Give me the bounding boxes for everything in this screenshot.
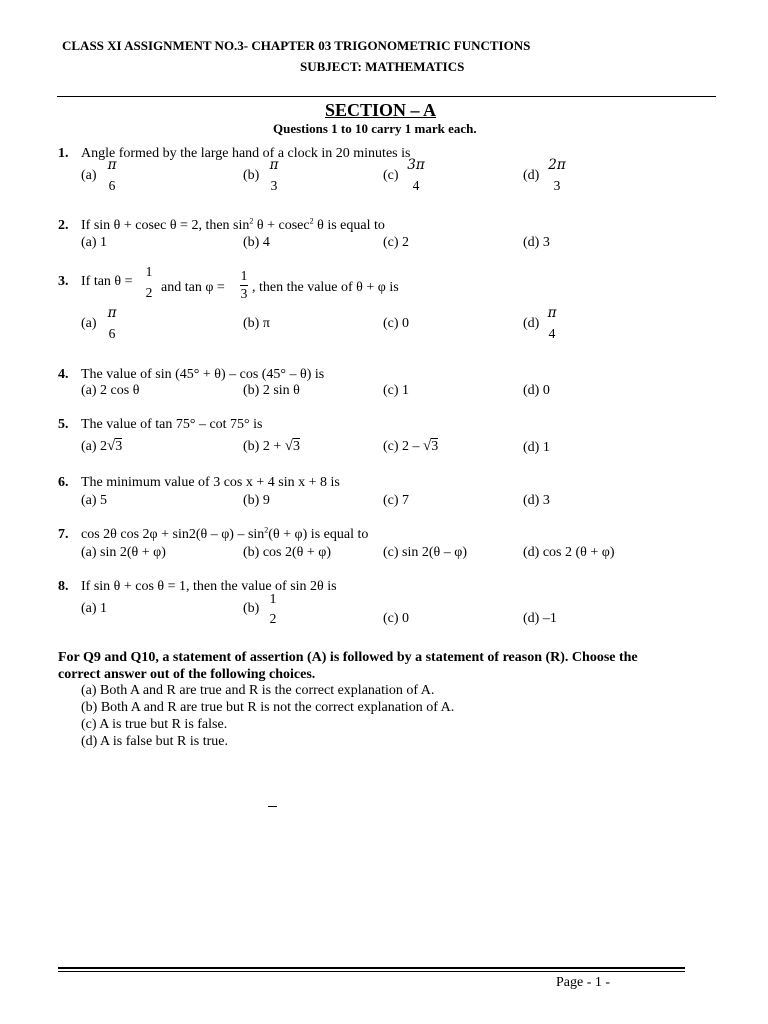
fraction-numerator: 3π	[407, 157, 425, 173]
footer-divider-bottom	[58, 971, 685, 972]
option-label: (d)	[523, 316, 540, 331]
question-text-part: If tan θ =	[81, 274, 133, 289]
question-text: If sin θ + cosec θ = 2, then $\sin^2 \theta + cosec^2$ θ is equal to	[81, 216, 385, 233]
option-b: (b) 9	[243, 493, 270, 508]
question-text: If sin θ + cos θ = 1, then the value of sin 2θ is	[81, 579, 337, 594]
option-label: (b)	[243, 168, 260, 183]
header-subject: SUBJECT: MATHEMATICS	[300, 59, 465, 74]
option-a: (a) 5	[81, 493, 108, 508]
fraction	[265, 591, 281, 627]
fraction-denominator: 3	[553, 178, 561, 193]
footer-divider-top	[58, 967, 685, 969]
section-title: SECTION – A	[325, 100, 437, 120]
option-d: (d) –1	[523, 611, 557, 626]
option-c: (c) 0	[383, 611, 410, 626]
option-b: (b) 2 + √3	[243, 438, 300, 454]
header-divider	[57, 96, 716, 97]
fraction-numerator: π	[547, 305, 557, 321]
fraction-denominator: 2	[145, 285, 153, 300]
question-number: 3.	[58, 274, 69, 289]
option-label: (d)	[523, 168, 540, 183]
header-title: CLASS XI ASSIGNMENT NO.3- CHAPTER 03 TRIGONOMETRIC FUNCTIONS	[62, 38, 531, 53]
question-number: 2.	[58, 218, 69, 233]
instruction-line-2: correct answer out of the following choices.	[58, 667, 316, 682]
fraction-numerator: 1	[269, 591, 277, 606]
question-number: 4.	[58, 367, 69, 382]
option-b: (b) 2 sin θ	[243, 383, 300, 398]
fraction-denominator: 2	[269, 611, 277, 626]
option-d: (d) cos 2 (θ + φ)	[523, 545, 615, 560]
option-a: (a) 2 cos θ	[81, 383, 140, 398]
option-a: (a) 1	[81, 235, 108, 250]
option-label: (a)	[81, 168, 97, 183]
fraction-denominator: 3	[240, 286, 248, 301]
option-d: (d) 3	[523, 493, 550, 508]
fraction-denominator: 4	[412, 178, 420, 193]
section-subtitle: Questions 1 to 10 carry 1 mark each.	[273, 121, 477, 136]
fraction	[103, 157, 121, 194]
question-number: 5.	[58, 417, 69, 432]
fraction	[403, 157, 429, 194]
option-c: (c) 7	[383, 493, 410, 508]
fraction	[543, 305, 561, 342]
option-b: (b) 4	[243, 235, 270, 250]
fraction-numerator: π	[107, 157, 117, 173]
fraction	[236, 268, 252, 302]
option-b: (b) π	[243, 316, 270, 331]
option-c: (c) 2 – √3	[383, 438, 439, 454]
question-number: 7.	[58, 527, 69, 542]
option-c: (c) 2	[383, 235, 410, 250]
fraction-numerator: 1	[240, 268, 248, 283]
option-d: (d) 3	[523, 235, 550, 250]
fraction-numerator: π	[269, 157, 279, 173]
fraction-numerator: 1	[145, 264, 153, 279]
option-a: (a) sin 2(θ + φ)	[81, 545, 166, 560]
option-b: (b) cos 2(θ + φ)	[243, 545, 331, 560]
question-text: cos 2θ $\cos 2\varphi + \sin 2(\theta - \varphi) - \sin^2(\theta + \varphi)$ is equal to	[81, 525, 369, 542]
fraction-numerator: 2π	[548, 157, 566, 173]
fraction	[265, 157, 283, 194]
question-text: The value of sin (45° + θ) – cos (45° – θ) is	[81, 367, 325, 382]
fraction-denominator: 4	[548, 326, 556, 341]
question-text-part: , then the value of θ + φ is	[252, 280, 399, 295]
fraction-denominator: 6	[108, 178, 116, 193]
choice-c: (c) A is true but R is false.	[81, 717, 228, 732]
option-a: (a) 1	[81, 601, 108, 616]
question-text: Angle formed by the large hand of a clock in 20 minutes is	[81, 146, 411, 161]
option-c: (c) 0	[383, 316, 410, 331]
option-c: (c) sin 2(θ – φ)	[383, 545, 467, 560]
fraction-denominator: 3	[270, 178, 278, 193]
fraction	[103, 305, 121, 342]
option-label: (b)	[243, 601, 260, 616]
choice-d: (d) A is false but R is true.	[81, 734, 228, 749]
choice-b: (b) Both A and R are true but R is not the correct explanation of A.	[81, 700, 455, 715]
stray-dash	[268, 806, 277, 807]
question-number: 6.	[58, 475, 69, 490]
choice-a: (a) Both A and R are true and R is the correct explanation of A.	[81, 683, 435, 698]
option-c: (c) 1	[383, 383, 410, 398]
question-text: The value of tan 75° – cot 75° is	[81, 417, 263, 432]
question-text-part: and tan φ =	[161, 280, 225, 295]
option-label: (c)	[383, 168, 399, 183]
fraction	[544, 157, 570, 194]
question-number: 1.	[58, 146, 69, 161]
question-number: 8.	[58, 579, 69, 594]
option-d: (d) 1	[523, 440, 550, 455]
option-a: (a) 2√3	[81, 438, 123, 454]
fraction-denominator: 6	[108, 326, 116, 341]
fraction	[141, 264, 157, 301]
question-text: The minimum value of 3 cos x + 4 sin x + 8 is	[81, 475, 340, 490]
fraction-numerator: π	[107, 305, 117, 321]
page-number: Page - 1 -	[556, 975, 611, 990]
option-d: (d) 0	[523, 383, 550, 398]
option-label: (a)	[81, 316, 97, 331]
instruction-line-1: For Q9 and Q10, a statement of assertion (A) is followed by a statement of reason (R). Choose the	[58, 650, 638, 665]
